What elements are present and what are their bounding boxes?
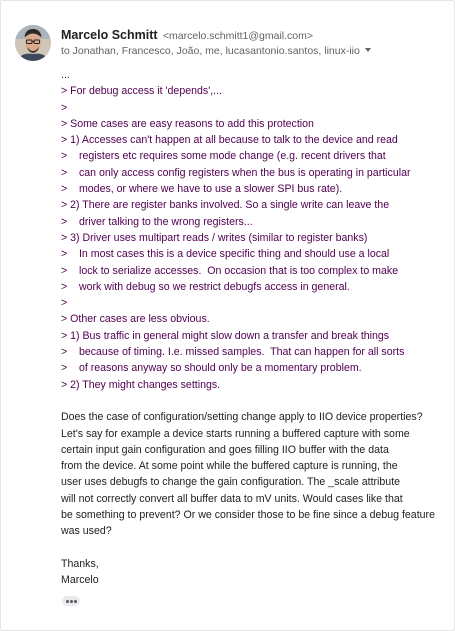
- reply-line: Does the case of configuration/setting change apply to IIO device properties?: [61, 411, 423, 424]
- quoted-line: > 2) There are register banks involved. So a single write can leave the: [61, 199, 390, 212]
- signature: [61, 556, 451, 589]
- message-body: [61, 67, 451, 589]
- reply-text: [61, 409, 451, 539]
- sender-line: [61, 27, 313, 44]
- sender-name[interactable]: Marcelo Schmitt: [61, 28, 158, 42]
- quoted-line: > can only access config registers when the bus is operating in particular: [61, 166, 411, 179]
- quoted-line: > lock to serialize accesses. On occasion that is too complex to make: [61, 264, 399, 277]
- reply-line: was used?: [61, 525, 112, 538]
- signature-line: Thanks,: [61, 557, 99, 570]
- quoted-line: > registers etc requires some mode change (e.g. recent drivers that: [61, 150, 386, 163]
- signature-line: Marcelo: [61, 574, 99, 587]
- quoted-line: >: [61, 101, 68, 114]
- recipients-text: to Jonathan, Francesco, João, me, lucasantonio.santos, linux-iio: [61, 45, 360, 57]
- quoted-line: > work with debug so we restrict debugfs access in general.: [61, 280, 350, 293]
- reply-line: Let's say for example a device starts running a buffered capture with some: [61, 427, 410, 440]
- quoted-line: > 2) They might changes settings.: [61, 378, 221, 391]
- recipients-line: [61, 44, 371, 58]
- paragraph-gap: [61, 393, 451, 409]
- reply-line: be something to prevent? Or we consider those to be fine since a debug feature: [61, 509, 435, 522]
- quoted-line: > because of timing. I.e. missed samples. That can happen for all sorts: [61, 346, 405, 359]
- reply-line: from the device. At some point while the buffered capture is running, the: [61, 460, 398, 473]
- paragraph-gap: [61, 540, 451, 556]
- quoted-line: > modes, or where we have to use a slower SPI bus rate).: [61, 183, 343, 196]
- message-header: [13, 25, 443, 65]
- caret-down-icon[interactable]: [365, 48, 371, 52]
- quoted-text: [61, 67, 451, 393]
- quoted-line: > 1) Accesses can't happen at all because to talk to the device and read: [61, 134, 398, 147]
- more-horizontal-icon: [70, 600, 73, 603]
- reply-line: certain input gain configuration and goes filling IIO buffer with the data: [61, 443, 389, 456]
- quoted-line: ...: [61, 69, 70, 81]
- more-horizontal-icon: [66, 600, 69, 603]
- show-trimmed-content-button[interactable]: [62, 596, 80, 606]
- quoted-line: > Other cases are less obvious.: [61, 313, 210, 326]
- avatar-photo: [15, 25, 51, 61]
- quoted-line: > Some cases are easy reasons to add this protection: [61, 117, 314, 130]
- quoted-line: > 1) Bus traffic in general might slow down a transfer and break things: [61, 329, 390, 342]
- reply-line: will not correctly convert all buffer data to mV units. Would cases like that: [61, 492, 403, 505]
- sender-email: <marcelo.schmitt1@gmail.com>: [162, 30, 314, 42]
- more-horizontal-icon: [74, 600, 77, 603]
- quoted-line: > For debug access it 'depends',...: [61, 85, 222, 98]
- quoted-line: > In most cases this is a device specific thing and should use a local: [61, 248, 390, 261]
- quoted-line: > driver talking to the wrong registers...: [61, 215, 253, 228]
- reply-line: user uses debugfs to change the gain configuration. The _scale attribute: [61, 476, 401, 489]
- avatar[interactable]: [15, 25, 51, 61]
- quoted-line: > of reasons anyway so should only be a momentary problem.: [61, 362, 362, 375]
- quoted-line: >: [61, 297, 68, 310]
- quoted-line: > 3) Driver uses multipart reads / writes (similar to register banks): [61, 231, 368, 244]
